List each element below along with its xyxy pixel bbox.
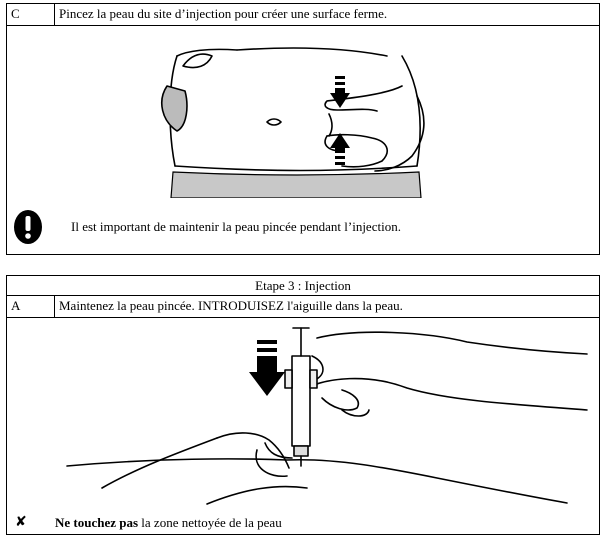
- exclamation-icon: [13, 209, 43, 245]
- pinch-skin-illustration: [7, 26, 599, 198]
- note-bold: Ne touchez pas: [55, 515, 139, 530]
- step-letter: A: [7, 296, 55, 317]
- step-3-header: Etape 3 : Injection: [255, 278, 351, 293]
- step-instruction: Maintenez la peau pincée. INTRODUISEZ l'aiguille dans la peau.: [59, 298, 403, 313]
- step-instruction: Pincez la peau du site d’injection pour créer une surface ferme.: [59, 6, 388, 21]
- step-3-header-row: [7, 276, 599, 296]
- warning-text: Il est important de maintenir la peau pincée pendant l’injection.: [71, 219, 401, 234]
- step-c-row: [7, 4, 599, 26]
- cross-icon: ✘: [15, 514, 27, 530]
- warning-row: [7, 204, 599, 250]
- note-text: [55, 515, 282, 531]
- step-a-row: [7, 296, 599, 318]
- step-letter: C: [7, 4, 55, 25]
- needle-insertion-illustration: [7, 318, 599, 508]
- step-3-table: [6, 275, 600, 535]
- note-row: [7, 514, 599, 534]
- note-rest: la zone nettoyée de la peau: [138, 515, 282, 530]
- step-c-table: [6, 3, 600, 255]
